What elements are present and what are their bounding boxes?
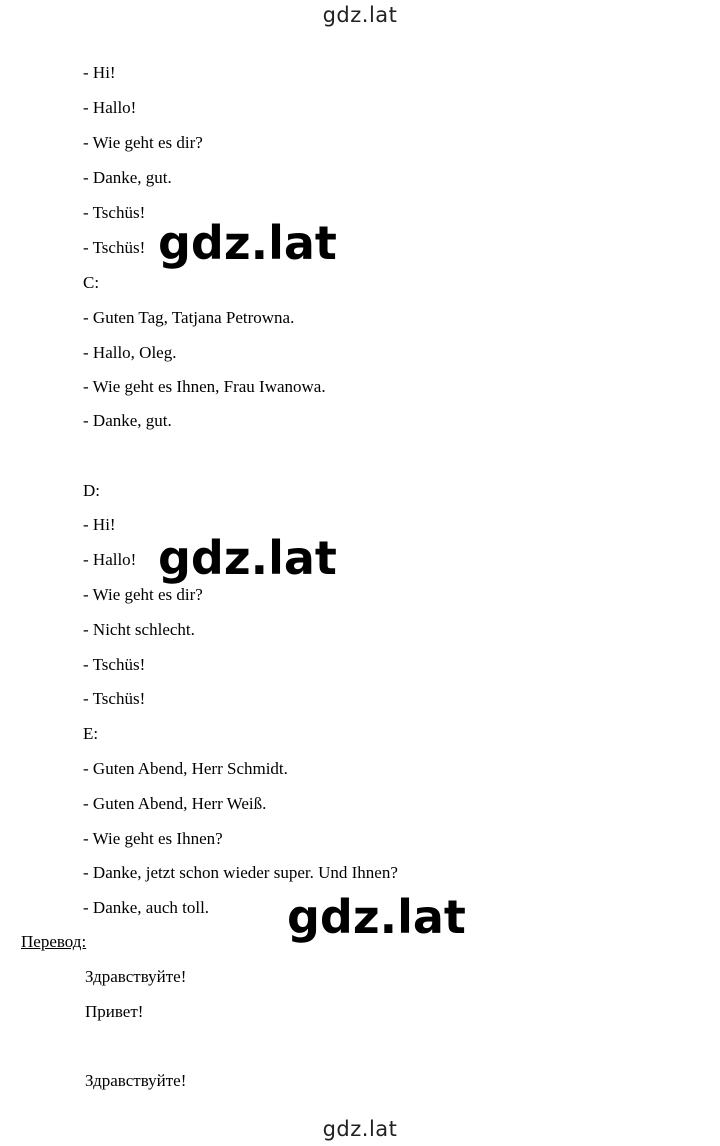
watermark: gdz.lat bbox=[283, 892, 470, 942]
site-mark-top: gdz.lat bbox=[322, 3, 398, 27]
dialogue-line: - Tschüs! bbox=[83, 203, 146, 222]
dialogue-label: E: bbox=[83, 724, 99, 743]
watermark: gdz.lat bbox=[154, 533, 341, 583]
dialogue-label: D: bbox=[83, 481, 100, 500]
translation-heading: Перевод: bbox=[21, 932, 87, 951]
translation-line: Привет! bbox=[85, 1002, 144, 1021]
dialogue-line: - Hallo! bbox=[83, 98, 137, 117]
dialogue-line: - Hallo, Oleg. bbox=[83, 343, 177, 362]
translation-line: Здравствуйте! bbox=[85, 1071, 187, 1090]
dialogue-line: - Nicht schlecht. bbox=[83, 620, 195, 639]
translation-line: Здравствуйте! bbox=[85, 967, 187, 986]
dialogue-line: - Wie geht es dir? bbox=[83, 133, 203, 152]
site-mark-bottom: gdz.lat bbox=[322, 1117, 398, 1141]
dialogue-line: - Danke, gut. bbox=[83, 168, 172, 187]
dialogue-line: - Danke, auch toll. bbox=[83, 898, 210, 917]
dialogue-line: - Hallo! bbox=[83, 550, 137, 569]
dialogue-line: - Wie geht es Ihnen? bbox=[83, 829, 223, 848]
dialogue-line: - Danke, gut. bbox=[83, 411, 172, 430]
dialogue-line: - Guten Abend, Herr Schmidt. bbox=[83, 759, 288, 778]
dialogue-line: - Danke, jetzt schon wieder super. Und Ihnen? bbox=[83, 863, 398, 882]
dialogue-line: - Hi! bbox=[83, 63, 116, 82]
dialogue-line: - Guten Abend, Herr Weiß. bbox=[83, 794, 267, 813]
dialogue-line: - Wie geht es Ihnen, Frau Iwanowa. bbox=[83, 377, 326, 396]
dialogue-line: - Hi! bbox=[83, 515, 116, 534]
dialogue-line: - Tschüs! bbox=[83, 655, 146, 674]
dialogue-line: - Guten Tag, Tatjana Petrowna. bbox=[83, 308, 295, 327]
dialogue-label: C: bbox=[83, 273, 100, 292]
dialogue-line: - Wie geht es dir? bbox=[83, 585, 203, 604]
watermark: gdz.lat bbox=[154, 218, 341, 268]
dialogue-line: - Tschüs! bbox=[83, 238, 146, 257]
dialogue-line: - Tschüs! bbox=[83, 689, 146, 708]
